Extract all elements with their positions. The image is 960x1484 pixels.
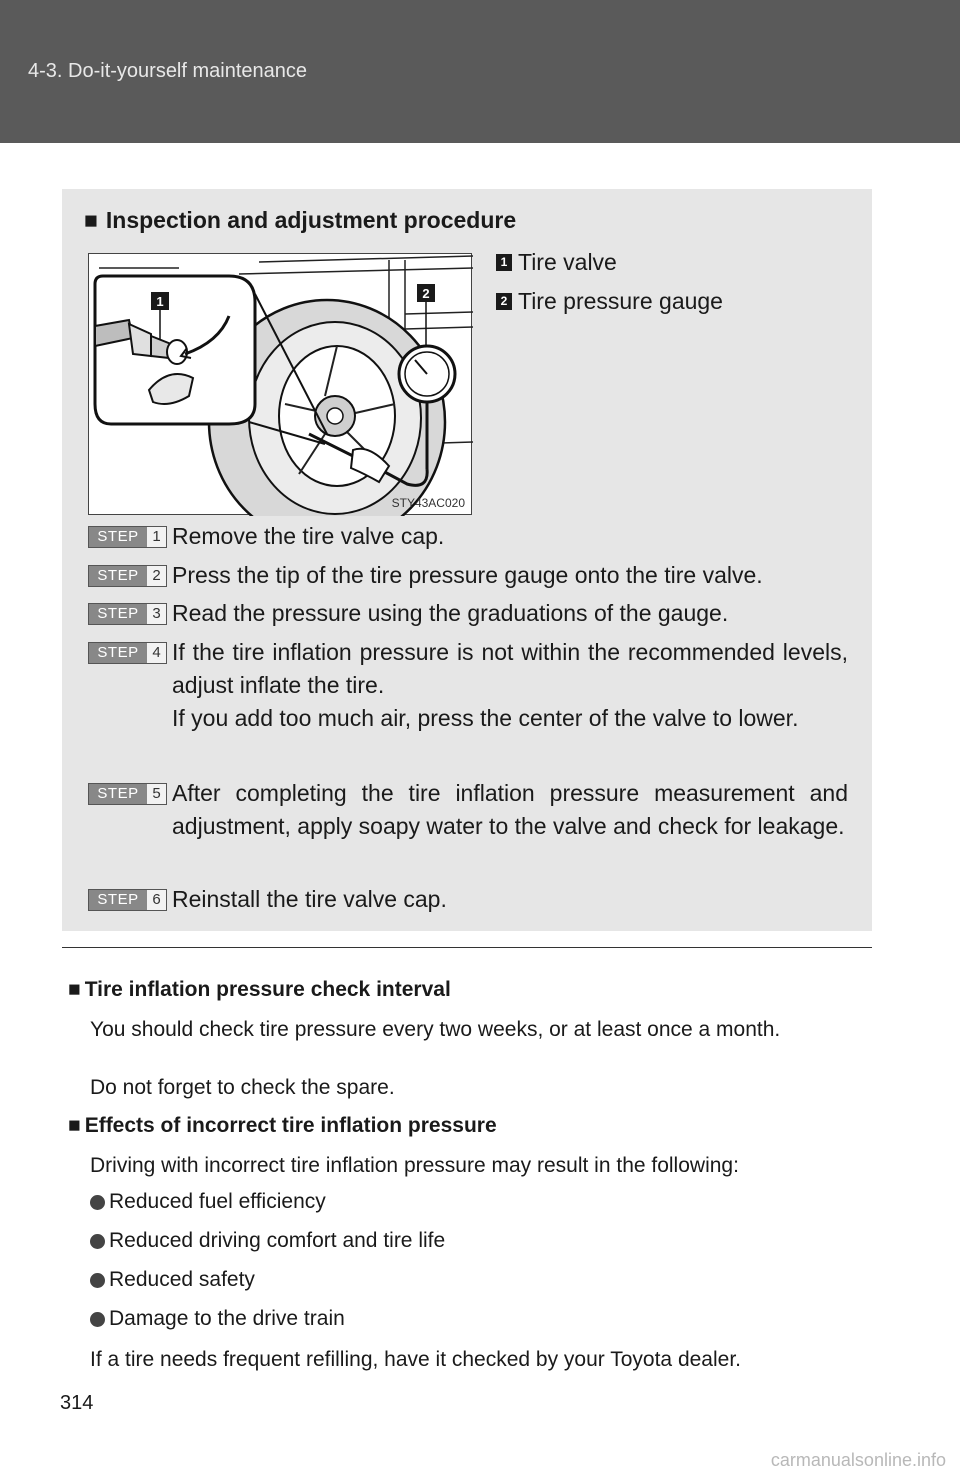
figure-code: STY43AC020 <box>391 496 465 510</box>
step-text: If the tire inflation pressure is not within the recommended levels, adjust inflate the tire. <box>172 639 848 698</box>
step-1 <box>88 520 848 553</box>
step-word: STEP <box>97 785 139 802</box>
page-number: 314 <box>60 1392 94 1414</box>
step-text: Reinstall the tire valve cap. <box>172 886 447 912</box>
tire-illustration <box>88 253 472 515</box>
heading-marker: ■ <box>68 978 81 1001</box>
step-2 <box>88 559 848 592</box>
list-item <box>90 1229 445 1253</box>
procedure-panel <box>62 189 872 931</box>
step-5 <box>88 777 848 843</box>
list-item <box>90 1190 326 1214</box>
interval-heading <box>68 978 451 1002</box>
bullet-icon <box>90 1195 105 1210</box>
heading-marker: ■ <box>68 1114 81 1137</box>
page-header <box>0 0 960 143</box>
step-number: 6 <box>147 890 166 910</box>
interval-text: You should check tire pressure every two weeks, or at least once a month. <box>90 1018 781 1041</box>
list-item-text: Damage to the drive train <box>109 1307 345 1330</box>
step-6 <box>88 883 848 916</box>
callout-label: Tire valve <box>518 249 617 275</box>
callout-number: 1 <box>496 254 512 271</box>
step-3 <box>88 597 848 630</box>
bullet-icon <box>90 1312 105 1327</box>
list-item <box>90 1268 255 1292</box>
step-text-continued: If you add too much air, press the center of the valve to lower. <box>172 705 799 731</box>
bullet-icon <box>90 1234 105 1249</box>
step-number: 5 <box>147 784 166 804</box>
list-item-text: Reduced driving comfort and tire life <box>109 1229 446 1252</box>
svg-text:2: 2 <box>422 286 430 301</box>
list-item-text: Reduced fuel efficiency <box>109 1190 326 1213</box>
procedure-heading <box>84 207 516 234</box>
procedure-heading-text: Inspection and adjustment procedure <box>105 207 517 233</box>
callout-number: 2 <box>496 293 512 310</box>
step-word: STEP <box>97 528 139 545</box>
step-text: After completing the tire inflation pressure measurement and adjustment, apply soapy water to the valve and check for leakage. <box>172 780 848 839</box>
step-4 <box>88 636 848 735</box>
callout-label: Tire pressure gauge <box>518 288 723 314</box>
tire-pressure-check-drawing <box>89 254 473 516</box>
list-item <box>90 1307 345 1331</box>
step-text: Press the tip of the tire pressure gauge onto the tire valve. <box>172 562 763 588</box>
list-item-text: Reduced safety <box>109 1268 255 1291</box>
step-badge <box>88 642 167 664</box>
svg-text:1: 1 <box>156 294 164 309</box>
step-word: STEP <box>97 605 139 622</box>
step-number: 1 <box>147 527 166 547</box>
step-badge <box>88 889 167 911</box>
interval-text-spare: Do not forget to check the spare. <box>90 1076 395 1099</box>
step-badge <box>88 526 167 548</box>
interval-heading-text: Tire inflation pressure check interval <box>84 978 451 1001</box>
heading-marker: ■ <box>84 207 98 233</box>
step-word: STEP <box>97 891 139 908</box>
effects-closing: If a tire needs frequent refilling, have it checked by your Toyota dealer. <box>90 1348 741 1371</box>
bullet-icon <box>90 1273 105 1288</box>
watermark: carmanualsonline.info <box>770 1450 946 1470</box>
divider <box>62 947 872 948</box>
step-number: 4 <box>147 643 166 663</box>
step-badge <box>88 565 167 587</box>
callout-tire-valve <box>496 249 617 276</box>
effects-heading-text: Effects of incorrect tire inflation pressure <box>84 1114 497 1137</box>
step-number: 3 <box>147 604 166 624</box>
callout-tire-pressure-gauge <box>496 288 723 315</box>
step-text: Remove the tire valve cap. <box>172 523 445 549</box>
step-badge <box>88 783 167 805</box>
section-title: 4-3. Do-it-yourself maintenance <box>28 60 308 82</box>
step-badge <box>88 603 167 625</box>
step-word: STEP <box>97 644 139 661</box>
step-text: Read the pressure using the graduations of the gauge. <box>172 600 729 626</box>
step-number: 2 <box>147 566 166 586</box>
step-word: STEP <box>97 567 139 584</box>
effects-intro: Driving with incorrect tire inflation pressure may result in the following: <box>90 1154 739 1177</box>
effects-heading <box>68 1114 497 1138</box>
